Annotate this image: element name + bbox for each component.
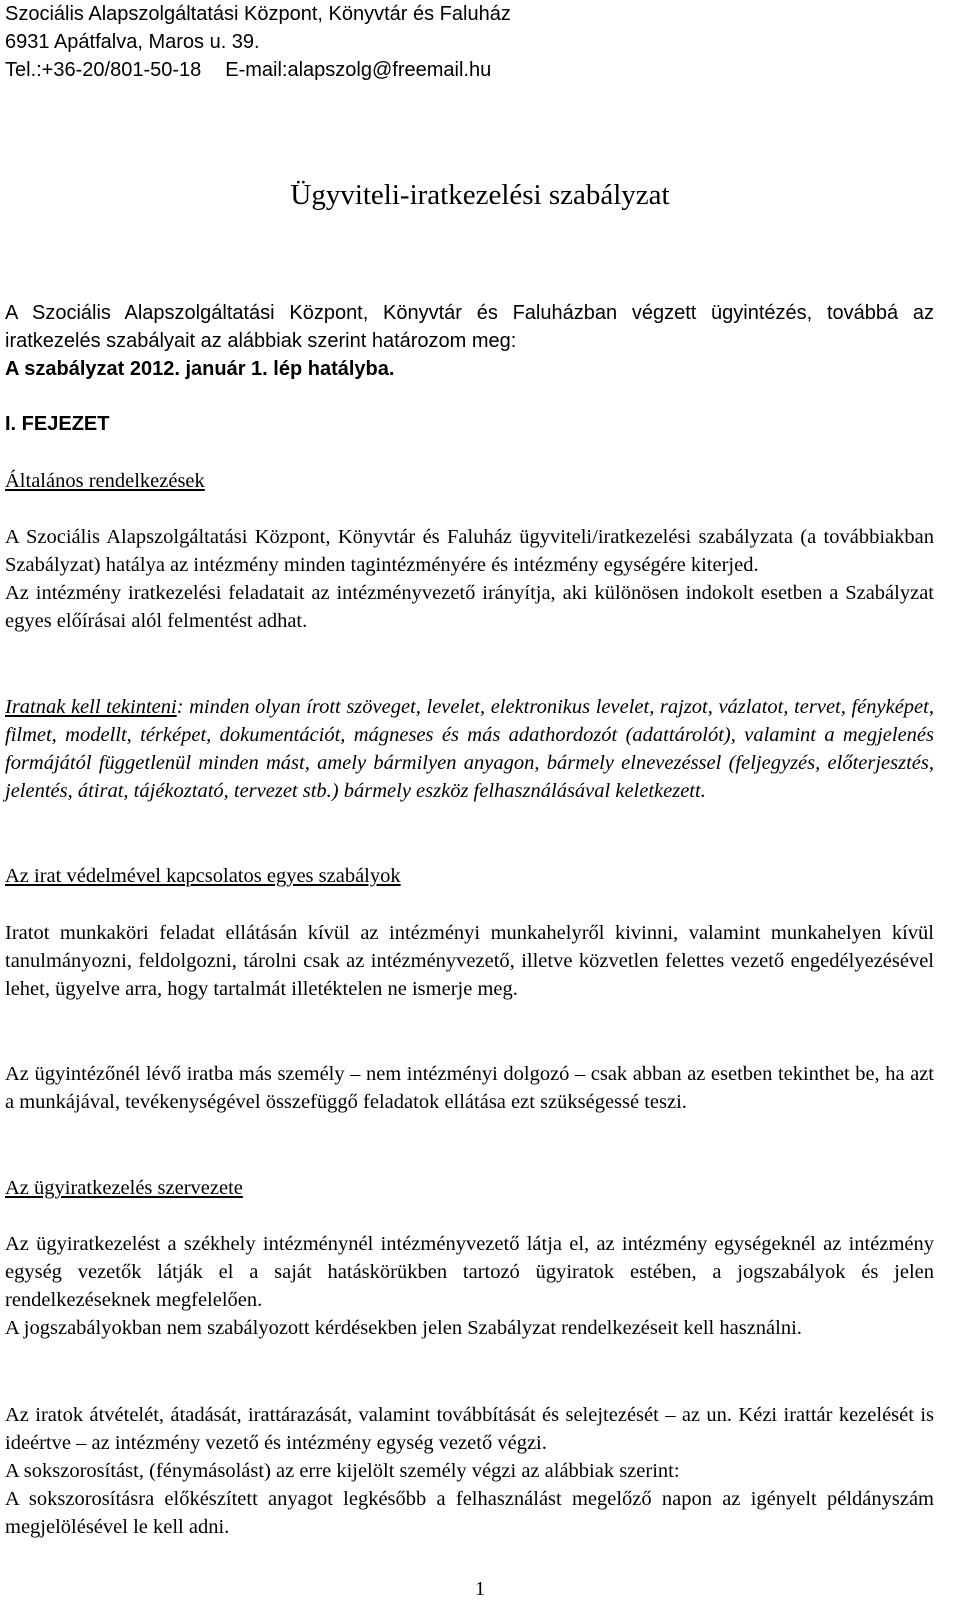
- chapter-heading: I. FEJEZET: [5, 413, 110, 435]
- section-title-general: Általános rendelkezések: [5, 470, 205, 492]
- protection-para-2: Az ügyintézőnél lévő iratba más személy – nem intézményi dolgozó – csak abban az esetben tekinthet be, ha azt a munkájával, tevékenységével összefüggő feladatok ellátása ezt szükségessé teszi.: [5, 1063, 934, 1113]
- org-name: Szociális Alapszolgáltatási Központ, Könyvtár és Faluház: [5, 3, 511, 25]
- contact-line: [5, 56, 491, 84]
- scope-paragraph: A Szociális Alapszolgáltatási Központ, Könyvtár és Faluház ügyviteli/iratkezelési szabályzata (a továbbiakban Szabályzat) hatálya az intézmény minden tagintézményére és intézmény egységére kiterjed.: [5, 526, 934, 576]
- definition-body: : minden olyan írott szöveget, levelet, elektronikus levelet, rajzot, vázlatot, tervet, fényképet, filmet, modellt, térképet, dokumentációt, mágneses és más adathordozót (adattárolót), valamint a megjelenés formájától függetlenül minden mást, amely bármilyen anyagon, bármely elnevezéssel (feljegyzés, előterjesztés, jelentés, átirat, tájékoztató, tervezet stb.) bármely eszköz felhasználásával keletkezett.: [5, 696, 934, 802]
- organization-paragraphs: [5, 1230, 934, 1342]
- email-text: E-mail:alapszolg@freemail.hu: [225, 59, 492, 81]
- general-paragraphs: [5, 523, 934, 635]
- document-title: Ügyviteli-iratkezelési szabályzat: [290, 179, 670, 211]
- effective-date: A szabályzat 2012. január 1. lép hatályba.: [5, 358, 395, 380]
- definition-paragraph: [5, 693, 934, 805]
- organization-para-3: Az iratok átvételét, átadását, irattárazását, valamint továbbítását és selejtezését – az un. Kézi irattár kezelését is ideértve – az intézmény vezető és intézmény egység vezető végzi.: [5, 1404, 934, 1454]
- director-paragraph: Az intézmény iratkezelési feladatait az intézményvezető irányítja, aki különösen indokolt esetben a Szabályzat egyes előírásai alól felmentést adhat.: [5, 582, 934, 632]
- organization-para-2: A jogszabályokban nem szabályozott kérdésekben jelen Szabályzat rendelkezéseit kell használni.: [5, 1317, 802, 1339]
- protection-para-1: Iratot munkaköri feladat ellátásán kívül az intézményi munkahelyről kivinni, valamint munkahelyen kívül tanulmányozni, feldolgozni, tárolni csak az intézményvezető, illetve közvetlen felettes vezető engedélyezésével lehet, ügyelve arra, hogy tartalmát illetéktelen ne ismerje meg.: [5, 922, 934, 1000]
- intro-block: [5, 299, 934, 383]
- organization-tail: [5, 1401, 934, 1541]
- phone-text: Tel.:+36-20/801-50-18: [5, 59, 202, 81]
- org-address: 6931 Apátfalva, Maros u. 39.: [5, 31, 260, 53]
- intro-text: A Szociális Alapszolgáltatási Központ, Könyvtár és Faluházban végzett ügyintézés, továbbá az iratkezelés szabályait az alábbiak szerint határozom meg:: [5, 302, 934, 352]
- organization-para-1: Az ügyiratkezelést a székhely intézménynél intézményvezető látja el, az intézmény egységeknél az intézmény egység vezetők látják el a saját hatáskörükben tartozó ügyiratok estében, a jogszabályok és jelen rendelkezéseknek megfelelően.: [5, 1233, 934, 1311]
- definition-term: Iratnak kell tekinteni: [5, 696, 177, 718]
- protection-heading: Az irat védelmével kapcsolatos egyes szabályok: [5, 865, 401, 887]
- organization-para-4: A sokszorosítást, (fénymásolást) az erre kijelölt személy végzi az alábbiak szerint:: [5, 1460, 680, 1482]
- organization-para-5: A sokszorosításra előkészített anyagot legkésőbb a felhasználást megelőző napon az igényelt példányszám megjelölésével le kell adni.: [5, 1488, 934, 1538]
- organization-heading: Az ügyiratkezelés szervezete: [5, 1177, 243, 1199]
- page-number: 1: [475, 1578, 485, 1600]
